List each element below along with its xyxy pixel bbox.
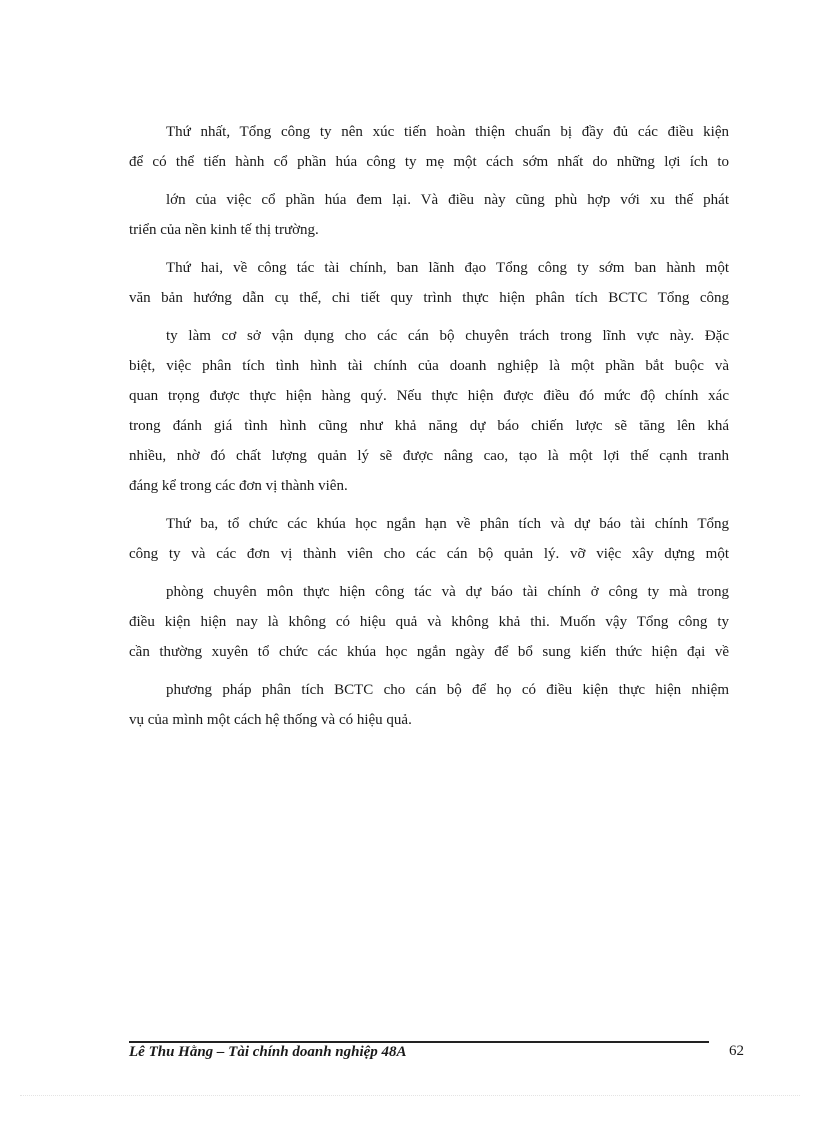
paragraph-2-line-3: ty làm cơ sở vận dụng cho các cán bộ chuyên trách trong lĩnh vực này. Đặc: [166, 328, 729, 344]
paragraph-2-line-1: Thứ hai, về công tác tài chính, ban lãnh đạo Tổng công ty sớm ban hành một: [166, 260, 729, 276]
paragraph-1-line-4: triển của nền kinh tế thị trường.: [129, 222, 319, 238]
page-number: 62: [729, 1043, 744, 1059]
paragraph-2-line-6: trong đánh giá tình hình cũng như khả năng dự báo chiến lược sẽ tăng lên khá: [129, 418, 729, 434]
page-bottom-edge: [20, 1095, 800, 1096]
paragraph-3-line-5: cần thường xuyên tổ chức các khúa học ngắn ngày để bổ sung kiến thức hiện đại về: [129, 644, 729, 660]
paragraph-3-line-1: Thứ ba, tổ chức các khúa học ngắn hạn về phân tích và dự báo tài chính Tổng: [166, 516, 729, 532]
footer-divider: [129, 1041, 709, 1043]
paragraph-3-line-7: vụ của mình một cách hệ thống và có hiệu quả.: [129, 712, 412, 728]
paragraph-2-line-4: biệt, việc phân tích tình hình tài chính của doanh nghiệp là một phần bắt buộc và: [129, 358, 729, 374]
paragraph-3-line-2: công ty và các đơn vị thành viên cho các cán bộ quản lý. vỡ việc xây dựng một: [129, 546, 729, 562]
paragraph-1-line-3: lớn của việc cổ phần húa đem lại. Và điều này cũng phù hợp với xu thế phát: [166, 192, 729, 208]
paragraph-2-line-8: đáng kể trong các đơn vị thành viên.: [129, 478, 348, 494]
paragraph-1-line-1: Thứ nhất, Tổng công ty nên xúc tiến hoàn thiện chuẩn bị đầy đủ các điều kiện: [166, 124, 729, 140]
paragraph-3-line-3: phòng chuyên môn thực hiện công tác và dự báo tài chính ở công ty mà trong: [166, 584, 729, 600]
paragraph-2-line-5: quan trọng được thực hiện hàng quý. Nếu thực hiện được điều đó mức độ chính xác: [129, 388, 729, 404]
paragraph-1-line-2: để có thể tiến hành cổ phần húa công ty mẹ một cách sớm nhất do những lợi ích to: [129, 154, 729, 170]
paragraph-2-line-7: nhiều, nhờ đó chất lượng quản lý sẽ được nâng cao, tạo là một lợi thế cạnh tranh: [129, 448, 729, 464]
paragraph-3-line-6: phương pháp phân tích BCTC cho cán bộ để họ có điều kiện thực hiện nhiệm: [166, 682, 729, 698]
paragraph-2-line-2: văn bản hướng dẫn cụ thể, chi tiết quy trình thực hiện phân tích BCTC Tổng công: [129, 290, 729, 306]
paragraph-3-line-4: điều kiện hiện nay là không có hiệu quả và không khả thi. Muốn vậy Tổng công ty: [129, 614, 729, 630]
footer-author: Lê Thu Hằng – Tài chính doanh nghiệp 48A: [129, 1044, 407, 1060]
